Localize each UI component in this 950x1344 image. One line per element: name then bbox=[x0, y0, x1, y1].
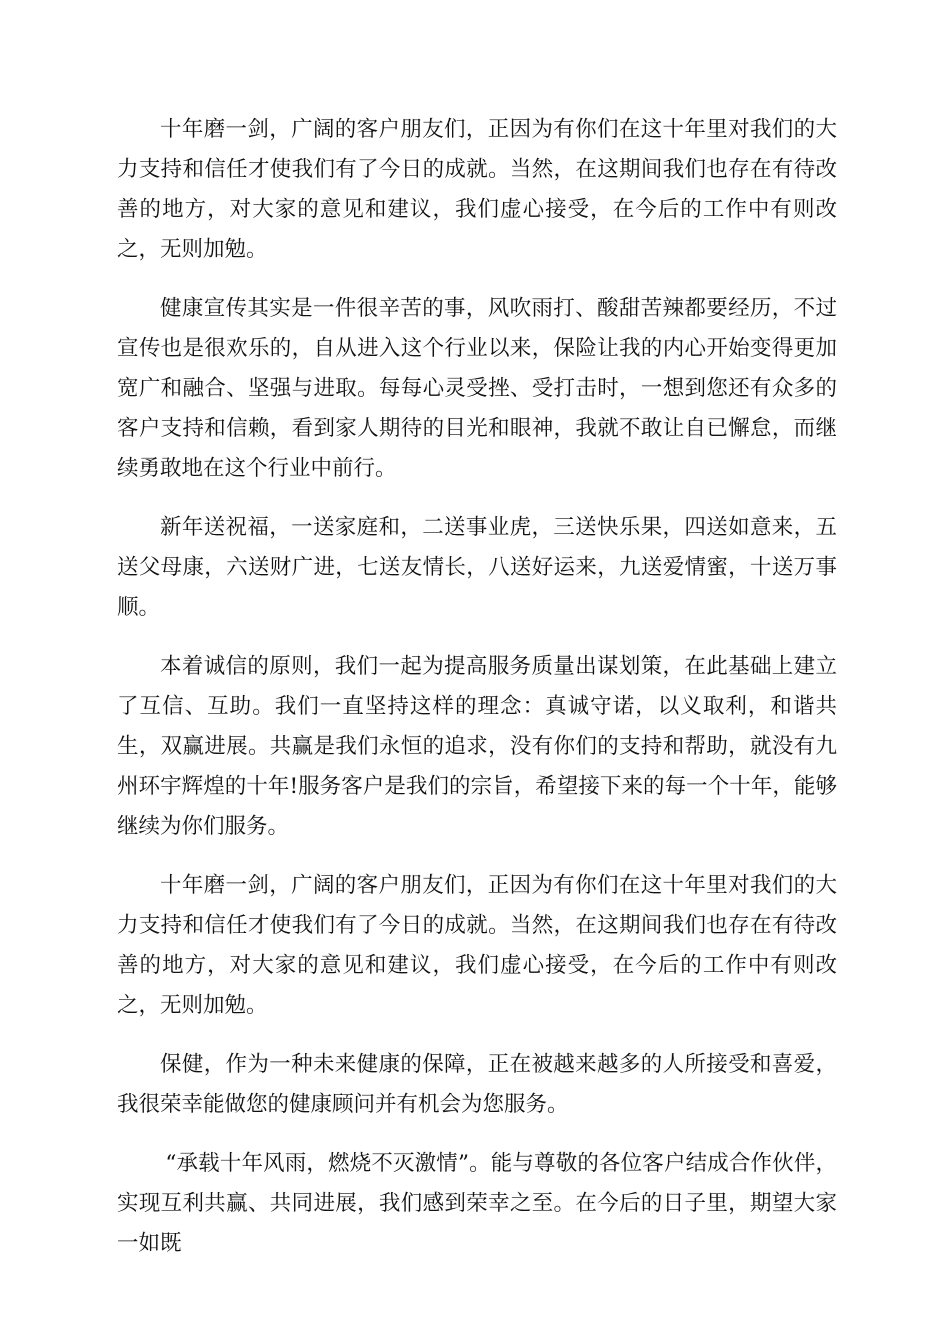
paragraph-4: 本着诚信的原则，我们一起为提高服务质量出谋划策，在此基础上建立了互信、互助。我们一直坚持这样的理念：真诚守诺，以义取利，和谐共生，双赢进展。共赢是我们永恒的追求，没有你们的支持和帮助，就没有九州环宇辉煌的十年!服务客户是我们的宗旨，希望接下来的每一个十年，能够继续为你们服务。 bbox=[117, 654, 837, 839]
paragraph-5: 十年磨一剑，广阔的客户朋友们，正因为有你们在这十年里对我们的大力支持和信任才使我们有了今日的成就。当然，在这期间我们也存在有待改善的地方，对大家的意见和建议，我们虚心接受，在今后的工作中有则改之，无则加勉。 bbox=[117, 873, 837, 1018]
paragraph-6: 保健，作为一种未来健康的保障，正在被越来越多的人所接受和喜爱，我很荣幸能做您的健康顾问并有机会为您服务。 bbox=[117, 1052, 837, 1117]
paragraph-7: “承载十年风雨，燃烧不灭激情”。能与尊敬的各位客户结成合作伙伴，实现互利共赢、共同进展，我们感到荣幸之至。在今后的日子里，期望大家一如既 bbox=[117, 1151, 837, 1256]
document-body bbox=[117, 110, 837, 1283]
paragraph-2: 健康宣传其实是一件很辛苦的事，风吹雨打、酸甜苦辣都要经历，不过宣传也是很欢乐的，自从进入这个行业以来，保险让我的内心开始变得更加宽广和融合、坚强与进取。每每心灵受挫、受打击时，一想到您还有众多的客户支持和信赖，看到家人期待的目光和眼神，我就不敢让自已懈怠，而继续勇敢地在这个行业中前行。 bbox=[117, 296, 837, 481]
paragraph-3: 新年送祝福，一送家庭和，二送事业虎，三送快乐果，四送如意来，五送父母康，六送财广进，七送友情长，八送好运来，九送爱情蜜，十送万事顺。 bbox=[117, 515, 837, 620]
paragraph-1: 十年磨一剑，广阔的客户朋友们，正因为有你们在这十年里对我们的大力支持和信任才使我们有了今日的成就。当然，在这期间我们也存在有待改善的地方，对大家的意见和建议，我们虚心接受，在今后的工作中有则改之，无则加勉。 bbox=[117, 117, 837, 262]
